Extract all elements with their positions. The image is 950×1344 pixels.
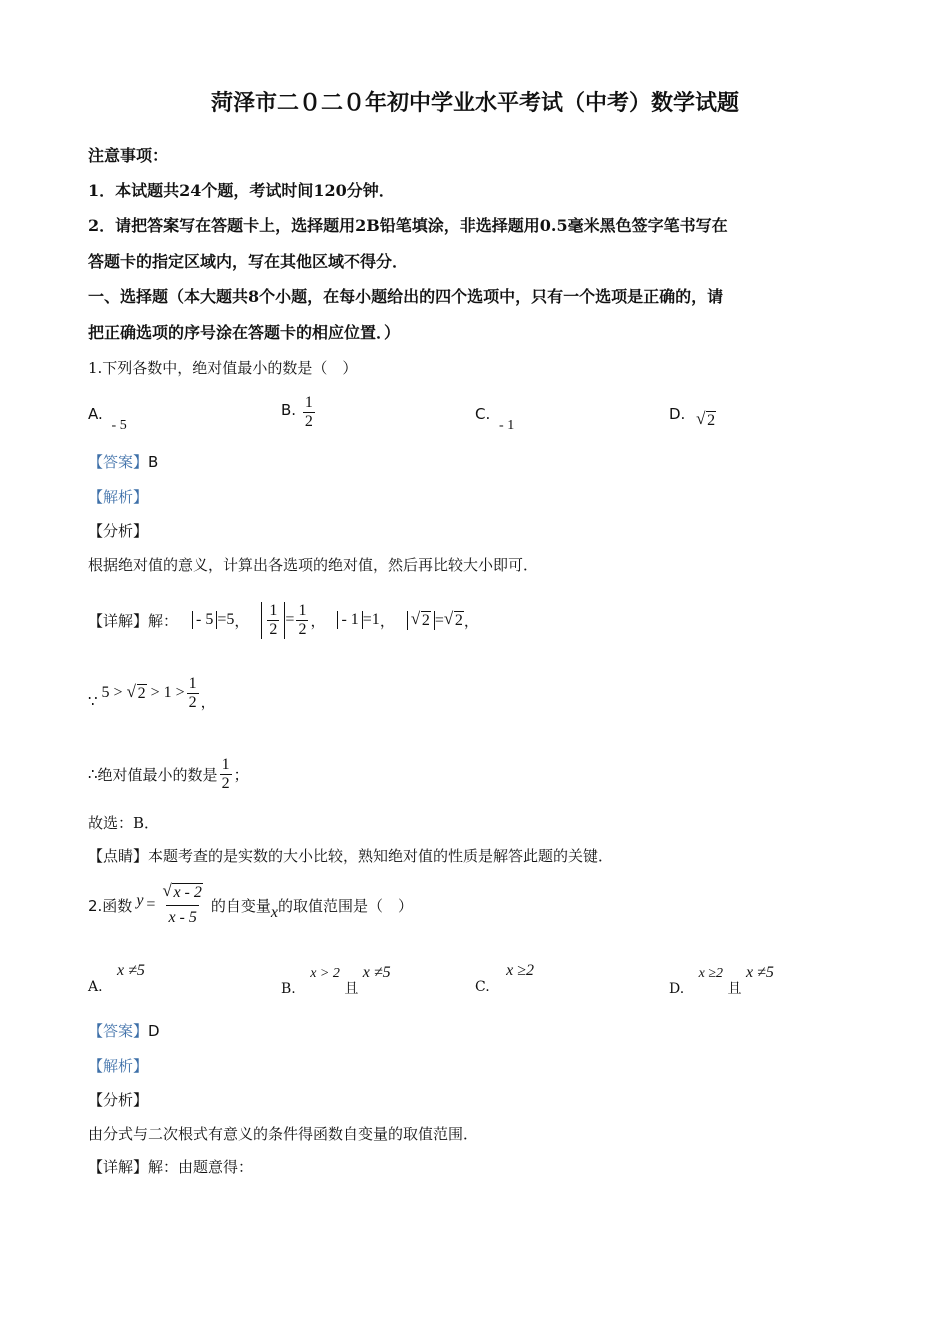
radicand: 2 [137, 684, 146, 702]
abs-neg-five [192, 611, 234, 629]
abs-sqrt-two [407, 611, 464, 630]
q2-fenxi-tag: 【分析】 [88, 1091, 149, 1109]
answer-tag: 【答案】 [88, 1022, 149, 1040]
stem-suffix: 的取值范围是（ ） [278, 896, 414, 915]
detail-tag: 【详解】 [88, 1158, 149, 1176]
fraction-numerator: 1 [304, 394, 313, 411]
therefore-symbol: ∴ [88, 765, 98, 783]
separator: ， [234, 611, 250, 630]
option-letter: A. [88, 405, 103, 423]
q2-option-a [88, 962, 145, 995]
fraction-denominator: 2 [298, 620, 307, 638]
q1-fenxi-tag: 【分析】 [88, 522, 149, 540]
q1-answer [88, 452, 158, 472]
abs-value: - 5 [192, 611, 217, 629]
option-letter: D. [669, 981, 685, 997]
option-letter: D. [669, 405, 686, 423]
detail-text: 解：由题意得： [148, 1158, 254, 1176]
comment-text: 本题考查的是实数的大小比较，熟知绝对值的性质是解答此题的关键． [148, 847, 614, 865]
q1-fenxi-text: 根据绝对值的意义，计算出各选项的绝对值，然后再比较大小即可． [88, 556, 539, 574]
q1-therefore [88, 752, 249, 796]
comment-tag: 【点睛】 [88, 847, 149, 865]
separator: ， [379, 611, 395, 630]
because-part-1: 5 > [101, 684, 123, 701]
q1-option-c [475, 405, 515, 433]
because-part-3: > 1 > [150, 684, 185, 701]
answer-value: B [148, 453, 159, 471]
because-sqrt [127, 684, 147, 703]
fraction-denominator: x - 5 [166, 905, 198, 930]
because-fraction [187, 675, 199, 712]
option-and: 且 [344, 981, 359, 997]
abs-value: - 1 [337, 611, 362, 629]
abs-neg-one [337, 611, 379, 629]
q2-option-c [475, 962, 535, 995]
q1-option-d [669, 405, 716, 429]
section-heading-line-1: 一、选择题（本大题共8个小题，在每小题给出的四个选项中，只有一个选项是正确的，请 [88, 287, 724, 306]
func-y: y [136, 892, 144, 909]
radicand: 2 [421, 611, 430, 629]
answer-value: D [148, 1022, 160, 1040]
fraction-numerator: 1 [188, 674, 197, 692]
option-expr-1: x ≥2 [698, 966, 724, 981]
fraction-numerator: 1 [298, 601, 307, 619]
option-sqrt [696, 411, 716, 430]
option-and: 且 [727, 981, 742, 997]
option-expr-2: x ≠5 [362, 964, 391, 981]
stem-var: x [270, 904, 279, 921]
separator: ， [310, 611, 326, 630]
option-letter: A. [88, 979, 103, 995]
detail-tag: 【详解】 [88, 611, 149, 630]
fraction-denominator: 2 [269, 620, 278, 638]
because-symbol: ∵ [88, 692, 98, 710]
q1-analysis-tag: 【解析】 [88, 488, 149, 506]
fraction-numerator [160, 881, 204, 905]
abs-result: =5 [217, 611, 235, 628]
because-tail: ， [200, 692, 216, 711]
q2-detail [88, 1157, 253, 1177]
separator: ， [463, 611, 479, 630]
option-letter: B. [281, 981, 296, 997]
notice-heading: 注意事项： [88, 146, 169, 165]
fraction-denominator: 2 [188, 693, 197, 711]
option-fraction [303, 394, 315, 431]
q1-because [88, 670, 216, 716]
fraction-numerator: 1 [269, 601, 278, 619]
option-expr-1: x > 2 [310, 966, 340, 981]
option-letter: C. [475, 405, 491, 423]
q1-stem: 1.下列各数中，绝对值最小的数是（ ） [88, 359, 358, 377]
option-expr: x ≥2 [506, 962, 535, 979]
q2-option-b [281, 962, 391, 997]
abs-bars [261, 602, 285, 639]
option-letter: B. [281, 401, 297, 419]
abs-half [261, 602, 310, 639]
abs-result: =1 [362, 611, 380, 628]
therefore-fraction [220, 756, 232, 793]
notice-item-2-line-2: 答题卡的指定区域内，写在其他区域不得分． [88, 252, 409, 271]
page-title: 菏泽市二０二０年初中学业水平考试（中考）数学试题 [210, 90, 739, 116]
equals-sign: = [434, 611, 444, 629]
func-fraction [160, 881, 204, 930]
q2-answer [88, 1021, 160, 1041]
option-expr: x ≠5 [117, 962, 145, 979]
detail-prefix: 解： [148, 611, 179, 630]
q1-option-a [88, 405, 127, 433]
q1-comment [88, 846, 613, 866]
notice-item-1: 1．本试题共24个题，考试时间120分钟． [88, 181, 395, 200]
option-expr-2: x ≠5 [745, 964, 774, 981]
q2-option-d [669, 962, 774, 997]
fraction-numerator: 1 [221, 755, 230, 773]
therefore-tail: ； [233, 765, 249, 784]
q1-choose: 故选：B． [88, 814, 160, 832]
q2-analysis-tag: 【解析】 [88, 1057, 149, 1075]
option-value: - 5 [111, 418, 127, 433]
q1-option-b [281, 394, 317, 431]
radicand: 2 [454, 611, 463, 629]
radicand: 2 [707, 412, 716, 429]
func-eq: = [146, 896, 156, 913]
option-letter: C. [475, 979, 490, 995]
q2-fenxi-text: 由分式与二次根式有意义的条件得函数自变量的取值范围． [88, 1125, 479, 1143]
fraction-denominator: 2 [304, 413, 313, 430]
stem-mid: 的自变量 [210, 896, 271, 915]
q2-stem [88, 876, 413, 934]
q1-detail [88, 598, 479, 642]
stem-prefix: 2.函数 [88, 896, 133, 915]
option-value: - 1 [499, 418, 515, 433]
section-heading-line-2: 把正确选项的序号涂在答题卡的相应位置．） [88, 323, 401, 342]
fraction-denominator: 2 [221, 774, 230, 792]
therefore-text: 绝对值最小的数是 [97, 765, 218, 784]
radicand: x - 2 [173, 883, 202, 901]
answer-tag: 【答案】 [88, 453, 149, 471]
equals-sign: = [285, 611, 295, 628]
notice-item-2-line-1: 2．请把答案写在答题卡上，选择题用2B铅笔填涂，非选择题用0.5毫米黑色签字笔书写在 [88, 216, 728, 235]
